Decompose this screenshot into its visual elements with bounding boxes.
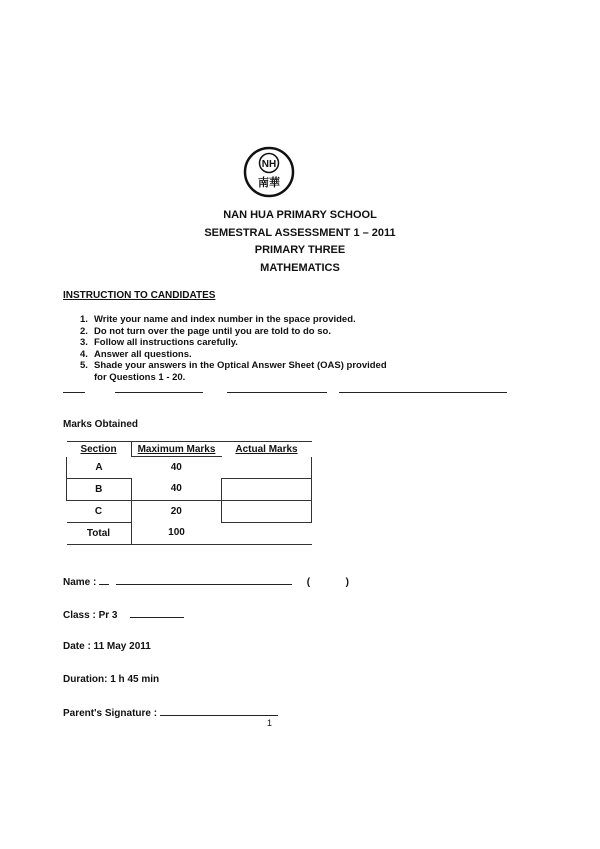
cell-max: 40: [131, 478, 222, 500]
table-header-row: [67, 442, 312, 457]
col-header-section: Section: [67, 442, 132, 457]
instruction-item: 4. Answer all questions.: [80, 348, 192, 360]
name-label: Name :: [63, 577, 97, 588]
cell-section: B: [67, 478, 132, 500]
page-number: 1: [267, 718, 273, 728]
instruction-item: 3. Follow all instructions carefully.: [80, 337, 238, 349]
level-title: PRIMARY THREE: [254, 244, 346, 256]
class-label: Class : Pr 3: [63, 610, 118, 621]
cell-max: 100: [131, 522, 222, 544]
index-paren-close: ): [345, 577, 349, 588]
col-header-max: Maximum Marks: [131, 442, 222, 457]
instruction-item: for Questions 1 - 20.: [94, 371, 186, 383]
table-row: [67, 500, 312, 522]
table-row: [67, 478, 312, 500]
name-input-line[interactable]: [116, 575, 292, 585]
name-field: [63, 575, 349, 588]
logo-chinese-name: 南華: [258, 176, 280, 189]
instructions-list: [80, 314, 387, 384]
cell-section: C: [67, 500, 132, 522]
logo-initials: NH: [261, 159, 277, 170]
signature-input-line[interactable]: [160, 706, 278, 716]
name-input-line-short[interactable]: [99, 575, 109, 585]
instruction-item: 1. Write your name and index number in the space provided.: [80, 314, 356, 325]
cell-max: 40: [131, 457, 222, 479]
assessment-title: SEMESTRAL ASSESSMENT 1 – 2011: [204, 227, 396, 239]
instruction-item: 2. Do not turn over the page until you are told to do so.: [80, 325, 331, 337]
cell-actual: [222, 500, 312, 522]
col-header-actual: Actual Marks: [222, 442, 312, 457]
cell-section: Total: [67, 522, 132, 544]
marks-obtained-title: Marks Obtained: [63, 419, 139, 430]
school-logo: [243, 146, 295, 198]
index-paren-open: (: [306, 577, 311, 588]
cell-max: 20: [170, 505, 182, 517]
date-field: Date : 11 May 2011: [63, 641, 151, 652]
signature-field: [63, 706, 278, 719]
separator-segment: [227, 392, 327, 393]
table-row: [67, 457, 312, 479]
signature-label: Parent's Signature :: [63, 708, 158, 719]
school-name: NAN HUA PRIMARY SCHOOL: [223, 209, 377, 221]
cell-actual: [222, 522, 312, 544]
cell-section: A: [67, 457, 132, 479]
class-field: [63, 608, 184, 621]
class-input-line[interactable]: [130, 608, 184, 618]
cell-actual: [222, 457, 312, 479]
separator-segment: [115, 392, 203, 393]
separator-segment: [339, 392, 507, 393]
duration-field: Duration: 1 h 45 min: [63, 674, 160, 685]
cell-actual: [222, 478, 312, 500]
instructions-title: INSTRUCTION TO CANDIDATES: [63, 290, 216, 301]
instruction-item: 5. Shade your answers in the Optical Answer Sheet (OAS) provided: [80, 360, 387, 372]
subject-title: MATHEMATICS: [260, 262, 340, 274]
separator-segment: [63, 392, 85, 393]
table-row: [67, 522, 312, 544]
marks-table: [66, 441, 312, 545]
